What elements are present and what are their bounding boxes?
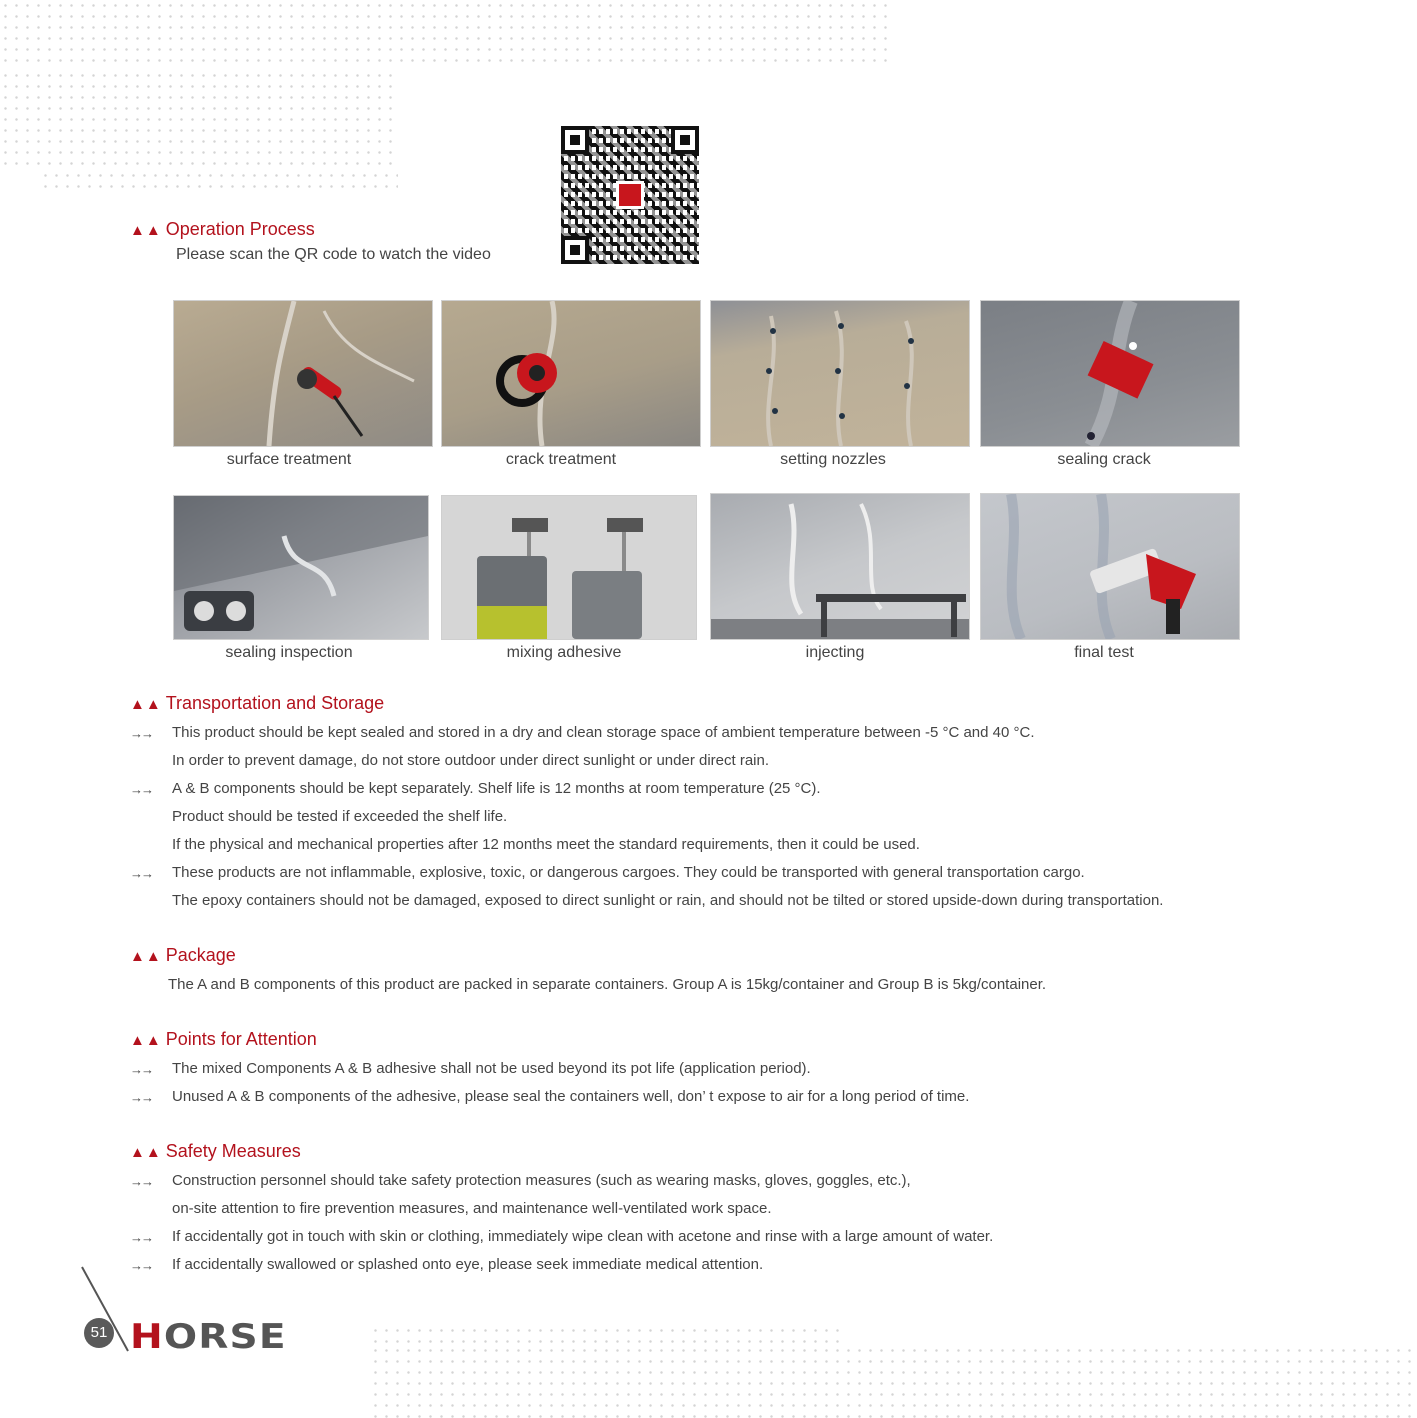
horse-logo-icon bbox=[616, 181, 644, 209]
package-text: The A and B components of this product are packed in separate containers. Group A is 15kg/container and Group B is 5kg/container. bbox=[168, 976, 1047, 993]
photo-setting-nozzles bbox=[710, 300, 970, 447]
photo-crack-treatment bbox=[441, 300, 701, 447]
photo-surface-treatment bbox=[173, 300, 433, 447]
page-number-badge bbox=[84, 1318, 114, 1348]
transport-line: If the physical and mechanical properties after 12 months meet the standard requirements, then it could be used. bbox=[172, 836, 920, 853]
triangle-icon: ▲▲ bbox=[130, 948, 162, 965]
photo-final-test bbox=[980, 493, 1240, 640]
dot-pattern-bottom-right bbox=[370, 1345, 1417, 1418]
transport-title-text: Transportation and Storage bbox=[165, 693, 385, 713]
arrow-bullet-icon: →→ bbox=[130, 1258, 152, 1273]
triangle-icon: ▲▲ bbox=[130, 222, 162, 239]
arrow-bullet-icon: →→ bbox=[130, 782, 152, 797]
arrow-bullet-icon: →→ bbox=[130, 866, 152, 881]
triangle-icon: ▲▲ bbox=[130, 1032, 162, 1049]
transport-line: The epoxy containers should not be damaged, exposed to direct sunlight or rain, and should not be tilted or stored upside-down during transportation. bbox=[172, 892, 1164, 909]
safety-line: If accidentally got in touch with skin or clothing, immediately wipe clean with acetone and rinse with a large amount of water. bbox=[172, 1228, 994, 1245]
triangle-icon: ▲▲ bbox=[130, 696, 162, 713]
arrow-bullet-icon: →→ bbox=[130, 726, 152, 741]
caption-mixing-adhesive: mixing adhesive bbox=[506, 644, 622, 661]
drill-icon bbox=[981, 494, 1239, 639]
spatula-icon bbox=[981, 301, 1239, 446]
transport-line: Product should be tested if exceeded the shelf life. bbox=[172, 808, 508, 825]
operation-process-title bbox=[130, 219, 315, 240]
router-tool-icon bbox=[442, 301, 700, 446]
photo-sealing-crack bbox=[980, 300, 1240, 447]
attention-title-text: Points for Attention bbox=[165, 1029, 317, 1049]
caption-final-test: final test bbox=[1074, 644, 1134, 661]
arrow-bullet-icon: →→ bbox=[130, 1230, 152, 1245]
operation-subtitle: Please scan the QR code to watch the video bbox=[176, 246, 491, 263]
dot-pattern-top-left-2 bbox=[40, 170, 398, 192]
transport-line: This product should be kept sealed and stored in a dry and clean storage space of ambient temperature between -5 °C and 40 °C. bbox=[172, 724, 1035, 741]
safety-title-text: Safety Measures bbox=[165, 1141, 301, 1161]
caption-surface-treatment: surface treatment bbox=[226, 451, 352, 468]
transport-line: In order to prevent damage, do not store outdoor under direct sunlight or under direct rain. bbox=[172, 752, 770, 769]
qr-finder-bottom-left bbox=[561, 236, 589, 264]
safety-line: Construction personnel should take safety protection measures (such as wearing masks, gloves, goggles, etc.), bbox=[172, 1172, 911, 1189]
arrow-bullet-icon: →→ bbox=[130, 1174, 152, 1189]
caption-crack-treatment: crack treatment bbox=[505, 451, 617, 468]
photo-sealing-inspection bbox=[173, 495, 429, 640]
photo-injecting bbox=[710, 493, 970, 640]
transport-line: A & B components should be kept separately. Shelf life is 12 months at room temperature (25 °C). bbox=[172, 780, 821, 797]
transport-line: These products are not inflammable, explosive, toxic, or dangerous cargoes. They could be transported with general transportation cargo. bbox=[172, 864, 1085, 881]
qr-finder-top-left bbox=[561, 126, 589, 154]
qr-finder-top-right bbox=[671, 126, 699, 154]
triangle-icon: ▲▲ bbox=[130, 1144, 162, 1161]
qr-code[interactable] bbox=[561, 126, 699, 264]
horse-logo-text: HORSE bbox=[130, 1317, 287, 1357]
arrow-bullet-icon: →→ bbox=[130, 1090, 152, 1105]
package-title-text: Package bbox=[165, 945, 236, 965]
grinder-icon bbox=[174, 301, 432, 446]
nozzles-icon bbox=[711, 301, 969, 446]
operation-title-text: Operation Process bbox=[165, 219, 315, 239]
package-title bbox=[130, 945, 236, 966]
caption-setting-nozzles: setting nozzles bbox=[780, 451, 886, 468]
attention-line: Unused A & B components of the adhesive, please seal the containers well, don’ t expose to air for a long period of time. bbox=[172, 1088, 970, 1105]
injection-scaffold-icon bbox=[711, 494, 969, 639]
caption-sealing-crack: sealing crack bbox=[1057, 451, 1151, 468]
photo-mixing-adhesive bbox=[441, 495, 697, 640]
caption-injecting: injecting bbox=[805, 644, 865, 661]
pressure-pump-icon bbox=[174, 496, 428, 639]
caption-sealing-inspection: sealing inspection bbox=[225, 644, 353, 661]
adhesive-buckets-icon bbox=[442, 496, 696, 639]
horse-logo bbox=[130, 1317, 343, 1357]
dot-pattern-top bbox=[0, 0, 895, 70]
safety-line: on-site attention to fire prevention measures, and maintenance well-ventilated work space. bbox=[172, 1200, 772, 1217]
arrow-bullet-icon: →→ bbox=[130, 1062, 152, 1077]
safety-title bbox=[130, 1141, 301, 1162]
dot-pattern-bottom bbox=[370, 1325, 845, 1345]
attention-title bbox=[130, 1029, 317, 1050]
transport-title bbox=[130, 693, 384, 714]
attention-line: The mixed Components A & B adhesive shall not be used beyond its pot life (application period). bbox=[172, 1060, 811, 1077]
page-number: 51 bbox=[90, 1324, 108, 1341]
safety-line: If accidentally swallowed or splashed onto eye, please seek immediate medical attention. bbox=[172, 1256, 764, 1273]
dot-pattern-top-left bbox=[0, 70, 398, 170]
